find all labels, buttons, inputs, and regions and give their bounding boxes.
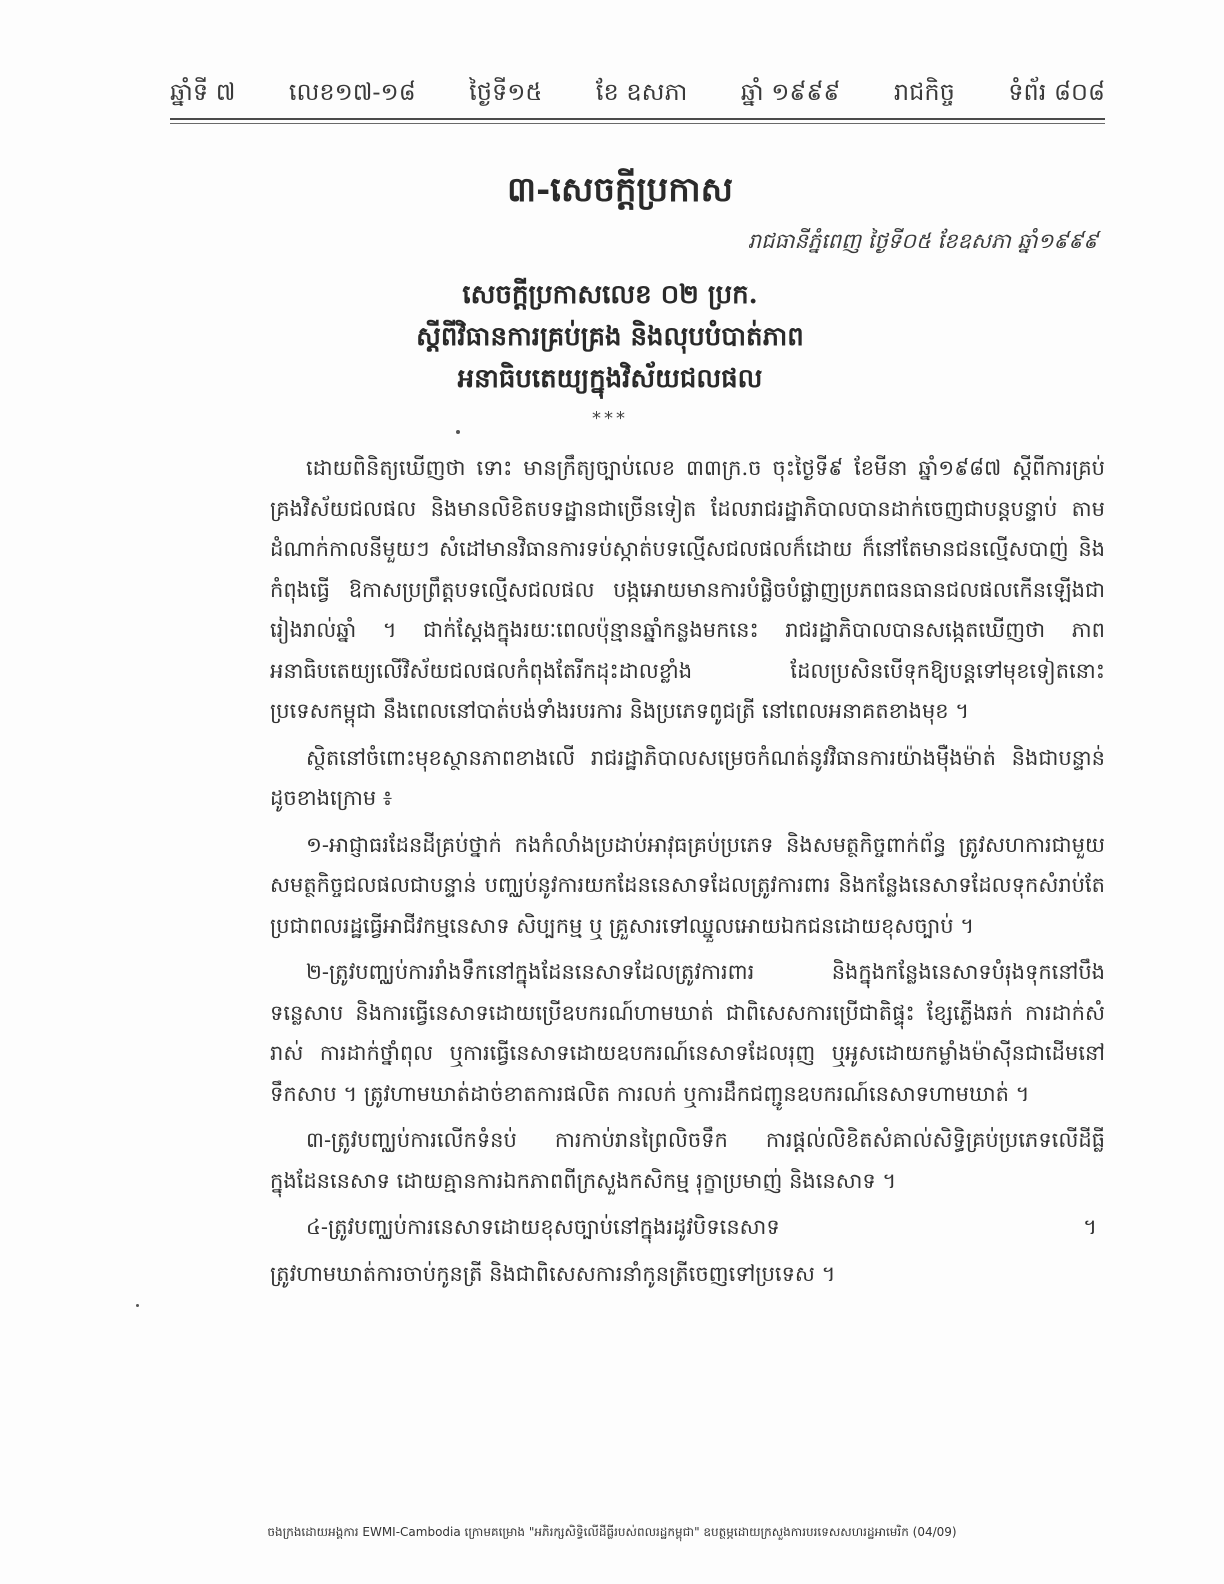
- declaration-subject-line1: ស្តីពីវិធានការគ្រប់គ្រង និងលុបបំបាត់ភាព: [416, 322, 804, 352]
- header-issue: លេខ១៧-១៨: [288, 77, 416, 106]
- paragraph-preamble: ដោយពិនិត្យឃើញថា ទោះ មានក្រឹត្យច្បាប់លេខ ៣៣ក្រ.ច ចុះថ្ងៃទី៩ ខែមីនា ឆ្នាំ១៩៨៧ ស្តីពីការគ្រប់គ្រងវិស័យជលផល និងមានលិខិតបទដ្ឋានជាច្រើនទៀត ដែលរាជរដ្ឋាភិបាលបានដាក់ចេញជាបន្តបន្ទាប់ តាមដំណាក់កាលនីមួយៗ សំដៅមានវិធានការទប់ស្កាត់បទល្មើសជលផលក៏ដោយ ក៏នៅតែមានជនល្មើសបាញ់ និងកំពុងធ្វើ ឱកាសប្រព្រឹត្តបទល្មើសជលផល បង្កអោយមានការបំផ្លិចបំផ្លាញប្រភពធនធានជលផលកើនឡើងជារៀងរាល់ឆ្នាំ ។ ជាក់ស្តែងក្នុងរយៈពេលប៉ុន្មានឆ្នាំកន្លងមកនេះ រាជរដ្ឋាភិបាលបានសង្កេតឃើញថា ភាពអនាធិបតេយ្យលើវិស័យជលផលកំពុងតែរីកដុះដាលខ្លាំង ដែលប្រសិនបើទុកឱ្យបន្តទៅមុខទៀតនោះ ប្រទេសកម្ពុជា នឹងពេលនៅបាត់បង់ទាំងរបរការ និងប្រភេទពូជត្រី នៅពេលអនាគតខាងមុខ ។: [270, 456, 1105, 723]
- paragraph-decision-intro: ស្ថិតនៅចំពោះមុខស្ថានភាពខាងលើ រាជរដ្ឋាភិបាលសម្រេចកំណត់នូវវិធានការយ៉ាងម៉ឺងម៉ាត់ និងជាបន្ទាន់ដូចខាងក្រោម ៖: [270, 745, 1105, 810]
- body-text: [270, 448, 1105, 1300]
- paragraph-measure-2: ២-ត្រូវបញ្ឈប់ការរាំងទឹកនៅក្នុងដែននេសាទដែលត្រូវការពារ និងក្នុងកន្លែងនេសាទបំរុងទុកនៅបឹងទន្លេសាប និងការធ្វើនេសាទដោយប្រើឧបករណ៍ហាមឃាត់ ជាពិសេសការប្រើជាតិផ្ទុះ ខ្សែភ្លើងឆក់ ការដាក់សំរាស់ ការដាក់ថ្នាំពុល ឬការធ្វើនេសាទដោយឧបករណ៍នេសាទដែលរុញ ឬអូសដោយកម្លាំងម៉ាស៊ីនជាដើមនៅទឹកសាប ។ ត្រូវហាមឃាត់ដាច់ខាតការផលិត ការលក់ ឬការដឹកជញ្ជូនឧបករណ៍នេសាទហាមឃាត់ ។: [270, 960, 1105, 1106]
- paragraph-measure-4: [270, 1207, 1105, 1248]
- paragraph-measure-4-mark: ។: [1083, 1215, 1097, 1239]
- page-footer: ចងក្រងដោយអង្គការ EWMI-Cambodia ក្រោមគម្រោង "អភិរក្សសិទ្ធិលើដីធ្លីរបស់ពលរដ្ឋកម្ពុជា" ឧបត្ថម្ភដោយក្រសួងការបរទេសសហរដ្ឋអាមេរិក (04/09): [267, 1525, 957, 1539]
- separator-stars: ***: [592, 408, 628, 429]
- declaration-number: សេចក្តីប្រកាសលេខ ០២ ប្រក.: [462, 280, 758, 310]
- header-month: ខែ ឧសភា: [595, 77, 688, 106]
- place-date: រាជធានីភ្នំពេញ ថ្ងៃទី០៥ ខែឧសភា ឆ្នាំ១៩៩៩: [747, 229, 1098, 253]
- gazette-header: [170, 74, 1105, 114]
- section-title: ៣-សេចក្តីប្រកាស: [507, 170, 733, 210]
- paragraph-measure-1: ១-អាជ្ញាធរដែនដីគ្រប់ថ្នាក់ កងកំលាំងប្រដាប់អាវុធគ្រប់ប្រភេទ និងសមត្ថកិច្ចពាក់ព័ន្ធ ត្រូវសហការជាមួយសមត្ថកិច្ចជលផលជាបន្ទាន់ បញ្ឈប់នូវការយកដែននេសាទដែលត្រូវការពារ និងកន្លែងនេសាទដែលទុកសំរាប់តែប្រជាពលរដ្ឋធ្វើអាជីវកម្មនេសាទ សិប្បកម្ម ឬ គ្រួសារទៅឈ្នួលអោយឯកជនដោយខុសច្បាប់ ។: [270, 832, 1105, 938]
- paragraph-measure-3: ៣-ត្រូវបញ្ឈប់ការលើកទំនប់ ការកាប់រានព្រៃលិចទឹក ការផ្តល់លិខិតសំគាល់សិទ្ធិគ្រប់ប្រភេទលើដីធ្លី ក្នុងដែននេសាទ ដោយគ្មានការឯកភាពពីក្រសួងកសិកម្ម រុក្ខាប្រមាញ់ និងនេសាទ ។: [270, 1128, 1105, 1193]
- header-year-full: ឆ្នាំ ១៩៩៩: [740, 77, 841, 106]
- header-day: ថ្ងៃទី១៥: [469, 77, 543, 106]
- header-publisher: រាជកិច្ច: [893, 77, 955, 106]
- header-page: ទំព័រ ៨០៨: [1008, 77, 1105, 106]
- paragraph-measure-4-line1: ៤-ត្រូវបញ្ឈប់ការនេសាទដោយខុសច្បាប់នៅក្នុងរដូវបិទនេសាទ: [306, 1215, 780, 1239]
- header-divider-thin: [170, 123, 1105, 124]
- scan-speck: [456, 430, 460, 434]
- header-year: ឆ្នាំទី ៧: [170, 77, 236, 106]
- scan-speck: [136, 1304, 139, 1307]
- paragraph-measure-4-continued: ត្រូវហាមឃាត់ការចាប់កូនត្រី និងជាពិសេសការនាំកូនត្រីចេញទៅប្រទេស ។: [270, 1261, 836, 1286]
- header-divider: [170, 118, 1105, 120]
- declaration-subject-line2: អនាធិបតេយ្យក្នុងវិស័យជលផល: [457, 364, 763, 394]
